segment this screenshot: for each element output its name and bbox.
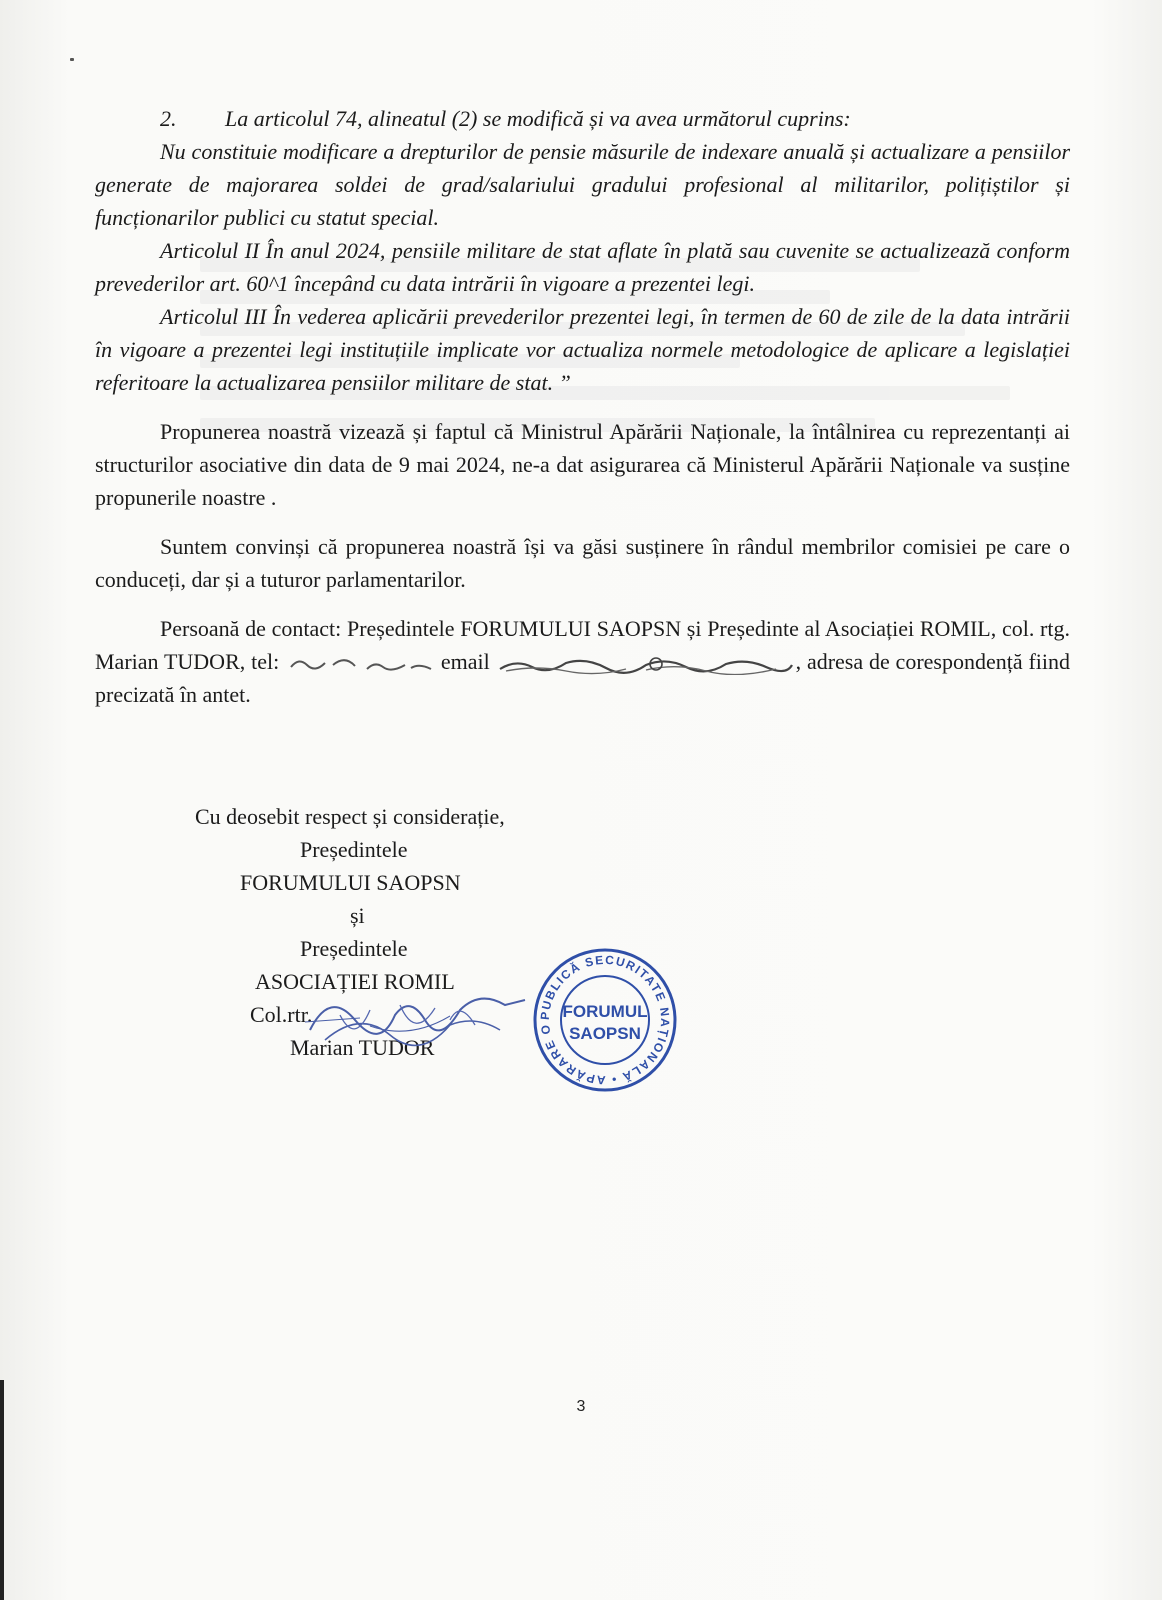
rank: Col.rtr. (250, 1002, 313, 1027)
salutation: Cu deosebit respect și considerație, (195, 804, 505, 829)
stamp-center-line-1: FORUMUL (562, 1002, 648, 1021)
forum-stamp (530, 945, 680, 1100)
email-label: email (440, 649, 490, 674)
title-forum: FORUMULUI SAOPSN (240, 870, 461, 895)
scan-speck (70, 58, 74, 61)
page-number: 3 (576, 1398, 586, 1415)
redacted-phone (285, 653, 435, 675)
signatory-name: Marian TUDOR (290, 1035, 435, 1060)
article-two: Articolul II În anul 2024, pensiile militare de stat aflate în plată sau cuvenite se actualizează conform prevederilor art. 60^1 începând cu data intrării în vigoare a prezentei legi. (95, 238, 1070, 296)
title-president-1: Președintele (300, 837, 408, 862)
item-heading-line (95, 102, 1070, 135)
title-president-2: Președintele (300, 936, 408, 961)
title-association: ASOCIAȚIEI ROMIL (255, 969, 455, 994)
contact-paragraph (95, 612, 1070, 711)
contact-text: Persoană de contact: Președintele FORUMULUI SAOPSN și Președinte al Asociației ROMIL, col. rtg. Marian TUDOR, tel: (95, 616, 1070, 674)
article-three: Articolul III În vederea aplicării prevederilor prezentei legi, în termen de 60 de zile de la data intrării în vigoare a prezentei legi instituțiile implicate vor actualiza normele metodologice de aplicare a legislației referitoare la actualizarea pensiilor militare de stat. ” (95, 304, 1070, 395)
handwritten-signature (300, 980, 530, 1065)
contact-address-note: adresa de corespondență fiind precizată în antet. (95, 649, 1071, 707)
proposal-paragraph: Propunerea noastră vizează și faptul că Ministrul Apărării Naționale, la întâlnirea cu reprezentanți ai structurilor asociative din data de 9 mai 2024, ne-a dat asigurarea că Ministerul Apărării Naționale va susține propunerile noastre . (95, 419, 1070, 510)
stamp-center-line-2: SAOPSN (569, 1024, 641, 1043)
document-body (95, 102, 1070, 711)
scan-edge (0, 1380, 4, 1600)
stamp-ring-text: PUBLICĂ SECURITATE NAȚIONALĂ • APĂRARE O (537, 952, 673, 1088)
conviction-paragraph: Suntem convinși că propunerea noastră își va găsi susținere în rândul membrilor comisiei pe care o conduceți, dar și a tuturor parlamentarilor. (95, 534, 1070, 592)
item-number: 2. (160, 106, 177, 131)
paragraph-pension-indexing: Nu constituie modificare a drepturilor de pensie măsurile de indexare anuală și actualizare a pensiilor generate de majorarea soldei de grad/salariului gradului profesional al militarilor, polițiștilor și funcționarilor publici cu statut special. (95, 139, 1070, 230)
redacted-email (496, 653, 796, 675)
contact-comma: , (795, 649, 802, 674)
item-heading: La articolul 74, alineatul (2) se modifică și va avea următorul cuprins: (225, 106, 851, 131)
title-and: și (350, 903, 365, 928)
